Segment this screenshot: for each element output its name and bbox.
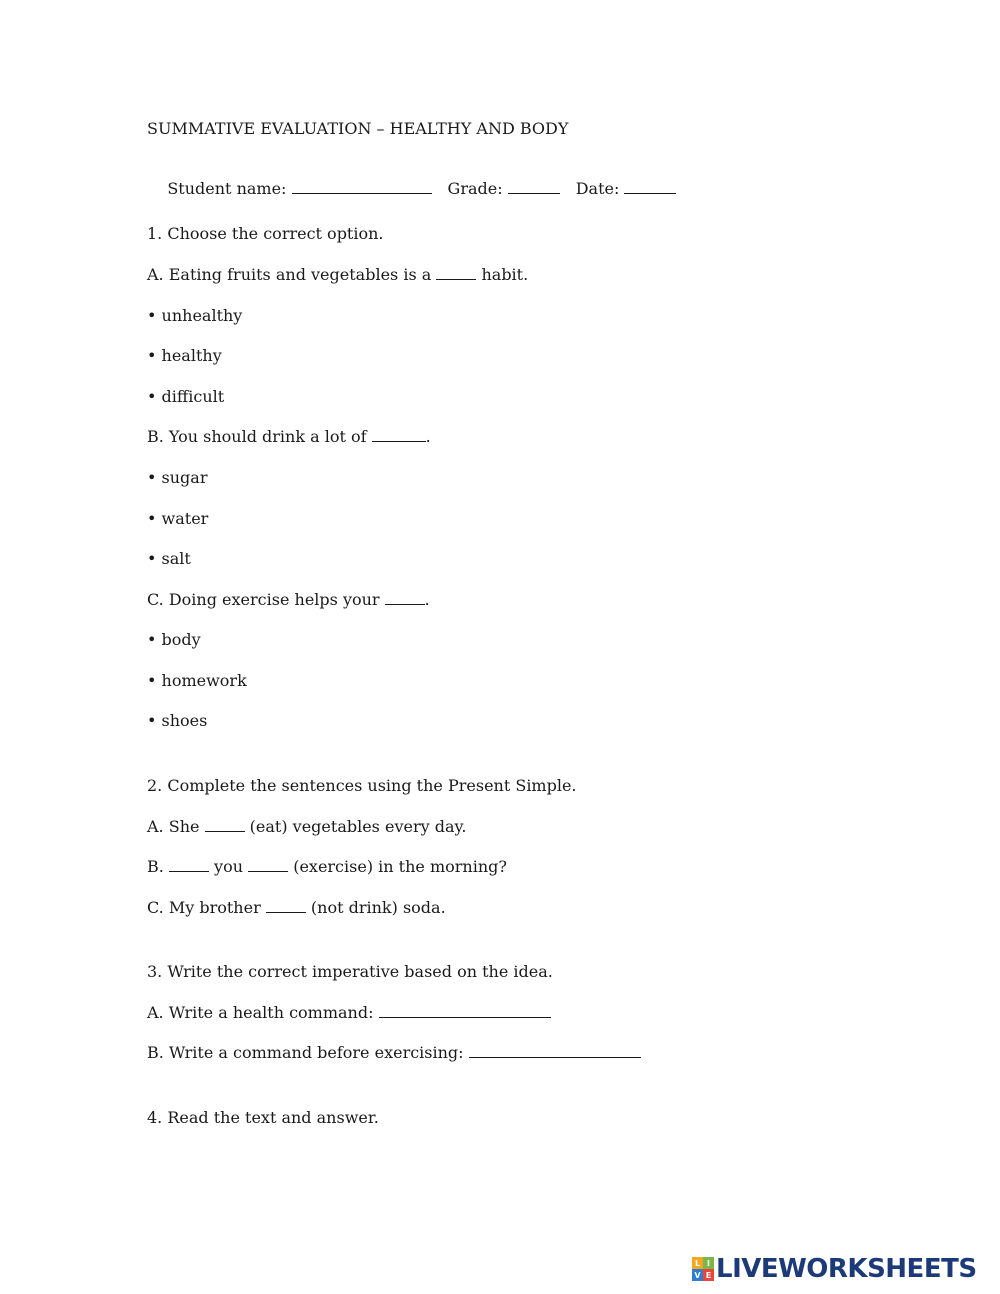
question-1c-text: C. Doing exercise helps your [147, 590, 380, 609]
option-1b-3[interactable]: • salt [147, 549, 191, 568]
question-2a-text: A. She [147, 817, 200, 836]
question-1c-after: . [424, 590, 430, 609]
logo-mark-e: E [703, 1269, 714, 1281]
question-1a-after: habit. [481, 265, 529, 284]
option-1b-2[interactable]: • water [147, 509, 209, 528]
section2-heading: 2. Complete the sentences using the Present Simple. [147, 776, 577, 795]
section1-heading: 1. Choose the correct option. [147, 224, 384, 243]
section4-heading: 4. Read the text and answer. [147, 1108, 379, 1127]
question-1b-text: B. You should drink a lot of [147, 427, 367, 446]
option-1a-1[interactable]: • unhealthy [147, 306, 243, 325]
student-name-label: Student name: [167, 179, 287, 198]
question-2b-mid: you [214, 857, 244, 876]
question-2c-blank[interactable] [266, 898, 306, 913]
question-3a [147, 1003, 551, 1023]
question-1b [147, 427, 431, 447]
option-1c-2[interactable]: • homework [147, 671, 247, 690]
question-2b-text: B. [147, 857, 164, 876]
option-1a-3[interactable]: • difficult [147, 387, 225, 406]
question-2a-blank[interactable] [205, 817, 245, 832]
logo-mark-i: I [703, 1257, 714, 1269]
question-3b-text: B. Write a command before exercising: [147, 1043, 464, 1062]
section3-heading: 3. Write the correct imperative based on the idea. [147, 962, 553, 981]
question-2c-after: (not drink) soda. [310, 898, 446, 917]
question-2b-after: (exercise) in the morning? [293, 857, 507, 876]
question-3b [147, 1043, 641, 1063]
question-2c-text: C. My brother [147, 898, 261, 917]
question-3b-blank[interactable] [469, 1043, 641, 1058]
liveworksheets-logo-icon [692, 1257, 714, 1281]
option-1a-2[interactable]: • healthy [147, 346, 222, 365]
grade-blank[interactable] [508, 179, 560, 194]
question-2a-after: (eat) vegetables every day. [249, 817, 467, 836]
logo-mark-l: L [692, 1257, 703, 1269]
date-label: Date: [575, 179, 620, 198]
question-2b-blank-1[interactable] [169, 857, 209, 872]
question-1a-blank[interactable] [436, 265, 476, 280]
question-2a [147, 817, 467, 837]
worksheet-title: SUMMATIVE EVALUATION – HEALTHY AND BODY [147, 119, 569, 138]
option-1c-1[interactable]: • body [147, 630, 201, 649]
question-2b-blank-2[interactable] [248, 857, 288, 872]
question-3a-text: A. Write a health command: [147, 1003, 374, 1022]
question-1c-blank[interactable] [385, 590, 425, 605]
question-3a-blank[interactable] [379, 1003, 551, 1018]
question-1c [147, 590, 430, 610]
question-1a [147, 265, 528, 285]
question-1b-blank[interactable] [372, 427, 426, 442]
logo-mark-v: V [692, 1269, 703, 1281]
question-2b [147, 857, 507, 877]
option-1c-3[interactable]: • shoes [147, 711, 208, 730]
student-name-blank[interactable] [292, 179, 432, 194]
option-1b-1[interactable]: • sugar [147, 468, 208, 487]
question-1b-after: . [425, 427, 431, 446]
grade-label: Grade: [447, 179, 503, 198]
liveworksheets-logo [692, 1254, 977, 1284]
question-1a-text: A. Eating fruits and vegetables is a [147, 265, 432, 284]
student-info-row [147, 159, 676, 219]
liveworksheets-logo-text: LIVEWORKSHEETS [716, 1254, 977, 1284]
question-2c [147, 898, 446, 918]
date-blank[interactable] [624, 179, 676, 194]
